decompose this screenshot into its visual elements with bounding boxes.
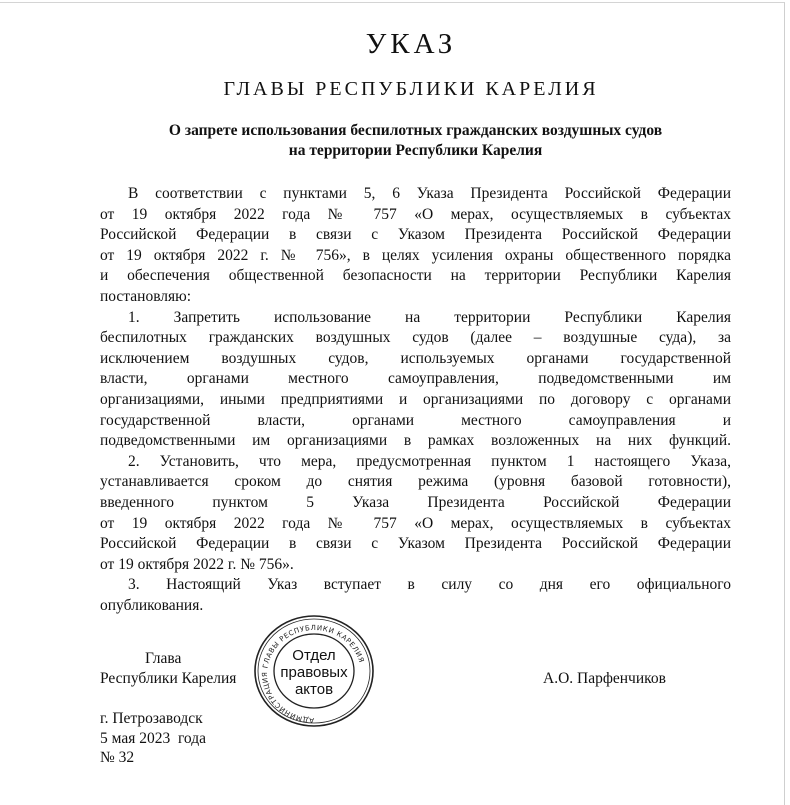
document-title: УКАЗ [365,28,457,60]
document-number: № 32 [100,749,135,766]
text-line: Российской Федерации в связи с Указом Президента Российской Федерации [100,226,731,244]
text-line: от 19 октября 2022 г. № 756». [100,555,294,573]
text-line: от 19 октября 2022 г. № 756», в целях усиления охраны общественного порядка [100,246,731,264]
stamp-line: актов [294,681,334,698]
stamp-ring-text: АДМИНИСТРАЦИЯ ГЛАВЫ РЕСПУБЛИКИ КАРЕЛИЯ [261,623,366,725]
stamp-line: правовых [280,664,348,681]
text-line: 3. Настоящий Указ вступает в силу со дня его официального [128,576,731,594]
text-line: власти, органами местного самоуправления, подведомственными им [100,370,731,388]
stamp-seal [253,614,375,728]
paragraph-1 [100,184,731,308]
text-line: постановляю: [100,287,192,305]
paragraph-4 [100,575,731,616]
signature-position-region: Республики Карелия [100,670,237,687]
document-heading [100,121,731,161]
text-line: устанавливается сроком до снятия режима (уровня базовой готовности), [100,473,731,491]
heading-line: О запрете использования беспилотных гражданских воздушных судов [168,122,663,139]
city: г. Петрозаводск [100,710,203,727]
text-line: Российской Федерации в связи с Указом Президента Российской Федерации [100,535,731,553]
text-line: государственной власти, органами местного самоуправления и [100,411,731,429]
text-line: 1. Запретить использование на территории Республики Карелия [128,308,731,326]
document-subtitle: ГЛАВЫ РЕСПУБЛИКИ КАРЕЛИЯ [223,78,599,100]
text-line: организациями, иными предприятиями и организациями по договору с органами [100,390,731,408]
signatory-name: А.О. Парфенчиков [543,670,666,687]
signature-position: Глава [145,650,182,667]
text-line: исключением воздушных судов, используемых органами государственной [100,349,731,367]
text-line: 2. Установить, что мера, предусмотренная пунктом 1 настоящего Указа, [128,452,731,470]
stamp-line: Отдел [292,647,336,664]
text-line: опубликования. [100,596,204,614]
text-line: введенного пунктом 5 Указа Президента Российской Федерации [100,493,731,511]
text-line: подведомственными им организациями в рамках возложенных на них функций. [100,432,731,450]
paragraph-3 [100,452,731,576]
document-body [100,184,731,616]
text-line: от 19 октября 2022 года № 757 «О мерах, осуществляемых в субъектах [100,514,731,532]
paragraph-2 [100,308,731,452]
document-date: 5 мая 2023 года [100,730,207,747]
text-line: и обеспечения общественной безопасности на территории Республики Карелия [100,267,731,285]
heading-line: на территории Республики Карелия [288,142,543,159]
text-line: В соответствии с пунктами 5, 6 Указа Президента Российской Федерации [128,185,731,202]
text-line: от 19 октября 2022 года № 757 «О мерах, осуществляемых в субъектах [100,205,731,223]
text-line: беспилотных гражданских воздушных судов (далее – воздушные суда), за [100,329,731,347]
